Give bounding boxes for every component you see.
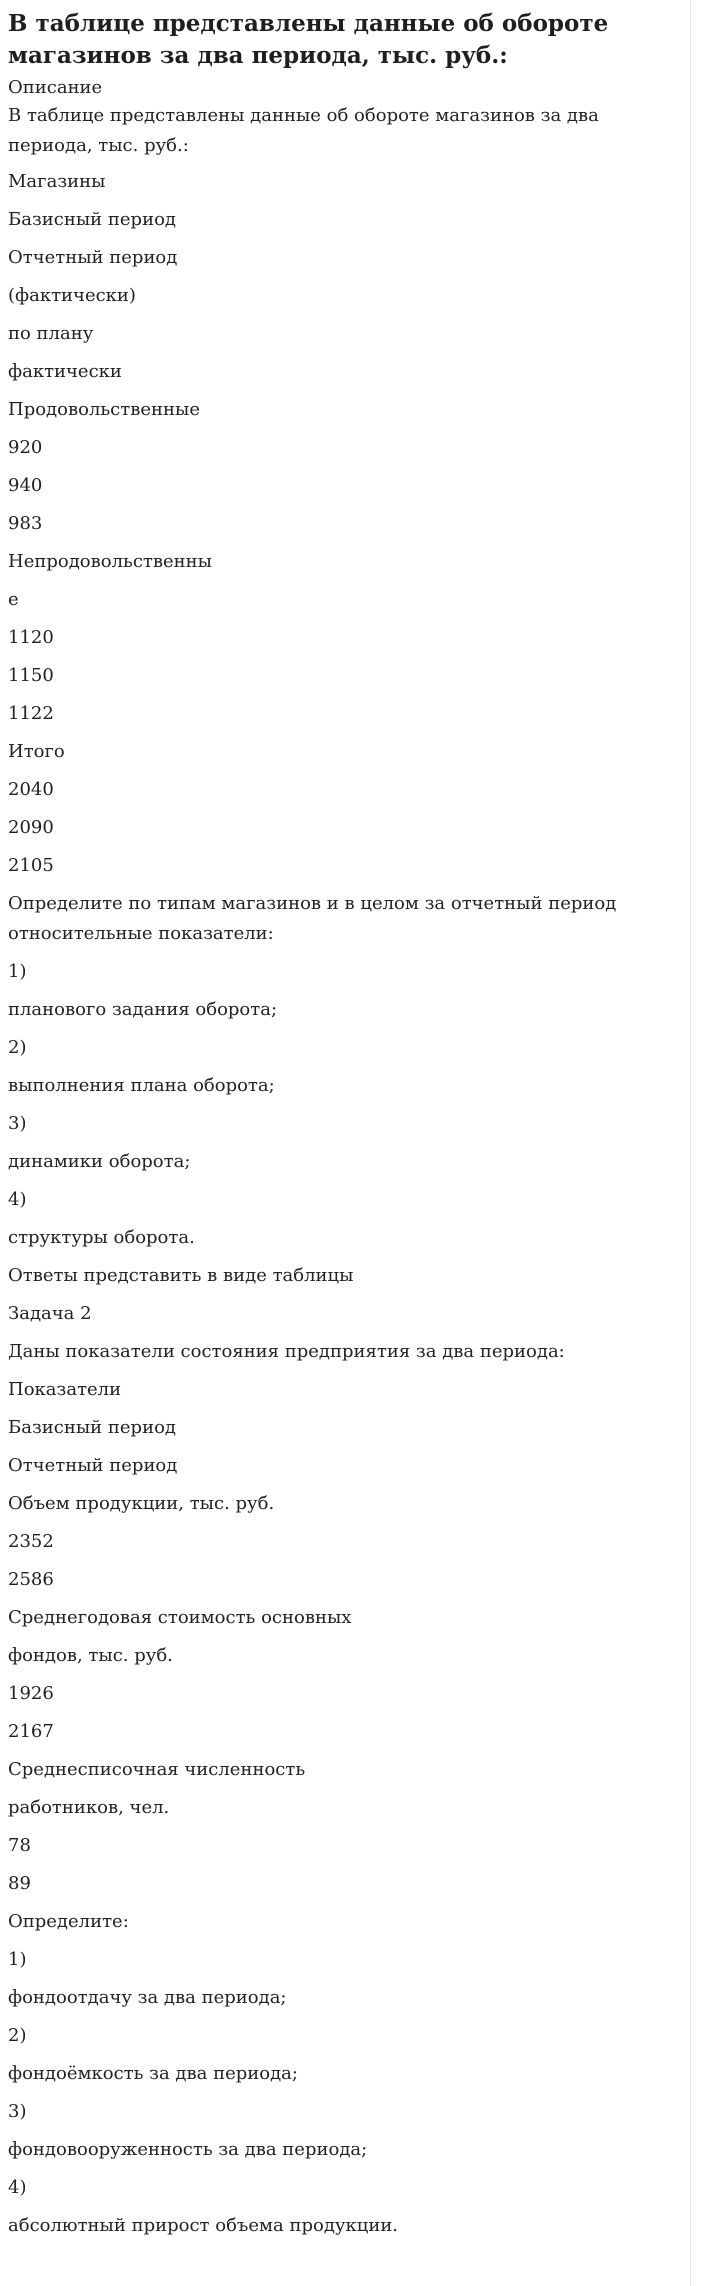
text-line: 940 (8, 475, 43, 496)
text-line: выполнения плана оборота; (8, 1075, 275, 1096)
text-line: 1120 (8, 627, 54, 648)
text-line: фондоотдачу за два периода; (8, 1987, 287, 2008)
text-line: 920 (8, 437, 43, 458)
text-line: 78 (8, 1835, 31, 1856)
text-line: 2040 (8, 779, 54, 800)
text-line: динамики оборота; (8, 1151, 191, 1172)
text-line: Отчетный период (8, 247, 178, 268)
text-line: Продовольственные (8, 399, 200, 420)
text-line: Итого (8, 741, 65, 762)
text-line: е (8, 589, 19, 610)
text-line: 1) (8, 961, 27, 982)
text-line: 1122 (8, 703, 54, 724)
text-line: Определите: (8, 1911, 129, 1932)
text-line: Непродовольственны (8, 551, 212, 572)
text-line: Среднегодовая стоимость основных (8, 1607, 352, 1628)
text-line: 983 (8, 513, 43, 534)
text-line: Даны показатели состояния предприятия за два периода: (8, 1341, 565, 1362)
text-line: Отчетный период (8, 1455, 178, 1476)
intro-text: В таблице представлены данные об обороте магазинов за два периода, тыс. руб.: (8, 105, 599, 156)
page-edge-divider (690, 0, 691, 2286)
text-line: Объем продукции, тыс. руб. (8, 1493, 275, 1514)
text-line: 2) (8, 1037, 27, 1058)
text-line: 4) (8, 2177, 27, 2198)
text-line: Ответы представить в виде таблицы (8, 1265, 354, 1286)
text-line: Базисный период (8, 1417, 176, 1438)
text-line: планового задания оборота; (8, 999, 278, 1020)
text-line: Магазины (8, 171, 106, 192)
text-line: 4) (8, 1189, 27, 1210)
page-title: В таблице представлены данные об обороте магазинов за два периода, тыс. руб.: (8, 10, 609, 69)
text-line: 2) (8, 2025, 27, 2046)
text-line: Определите по типам магазинов и в целом за отчетный период относительные показатели: (8, 893, 617, 944)
text-line: Среднесписочная численность (8, 1759, 306, 1780)
text-line: 1) (8, 1949, 27, 1970)
text-line: 2352 (8, 1531, 54, 1552)
text-line: Базисный период (8, 209, 176, 230)
text-line: 3) (8, 2101, 27, 2122)
text-line: фондоёмкость за два периода; (8, 2063, 298, 2084)
text-line: абсолютный прирост объема продукции. (8, 2215, 399, 2236)
text-line: работников, чел. (8, 1797, 170, 1818)
text-line: 2105 (8, 855, 54, 876)
text-line: 89 (8, 1873, 31, 1894)
task-content (8, 167, 678, 2249)
text-line: структуры оборота. (8, 1227, 195, 1248)
text-line: фондовооруженность за два периода; (8, 2139, 368, 2160)
text-line: по плану (8, 323, 94, 344)
text-line: 2090 (8, 817, 54, 838)
text-line: фактически (8, 361, 122, 382)
text-line: Задача 2 (8, 1303, 92, 1324)
text-line: 2167 (8, 1721, 54, 1742)
text-line: 1926 (8, 1683, 54, 1704)
text-line: 1150 (8, 665, 54, 686)
text-line: фондов, тыс. руб. (8, 1645, 173, 1666)
text-line: (фактически) (8, 285, 136, 306)
text-line: 3) (8, 1113, 27, 1134)
text-line: Показатели (8, 1379, 122, 1400)
description-label: Описание (8, 77, 103, 98)
text-line: 2586 (8, 1569, 54, 1590)
